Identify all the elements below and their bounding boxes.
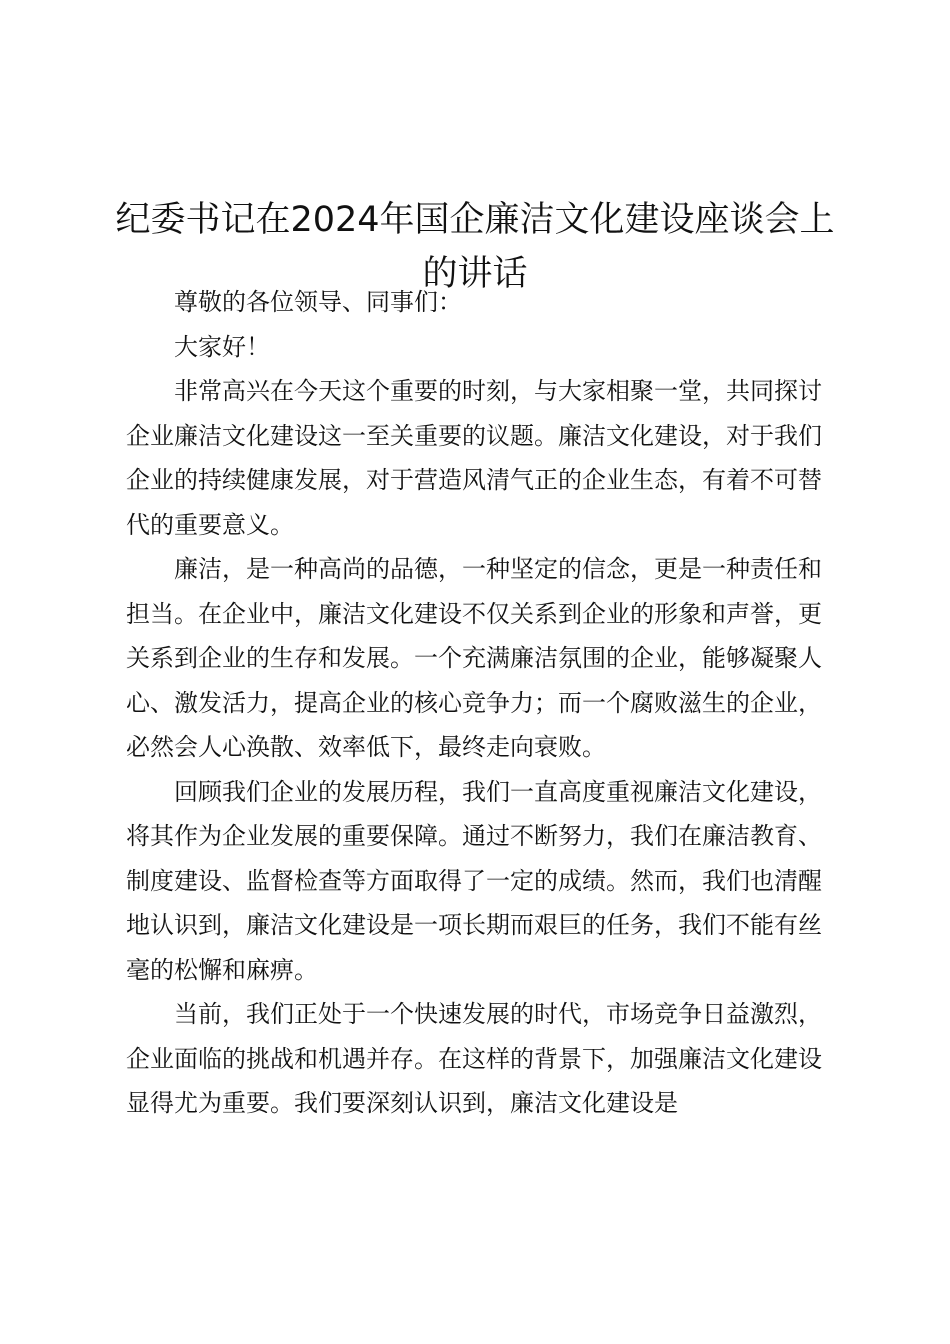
document-title: 纪委书记在2024年国企廉洁文化建设座谈会上的讲话: [115, 200, 835, 295]
paragraph: 廉洁，是一种高尚的品德，一种坚定的信念，更是一种责任和担当。在企业中，廉洁文化建设不仅关系到企业的形象和声誉，更关系到企业的生存和发展。一个充满廉洁氛围的企业，能够凝聚人心、激发活力，提高企业的核心竞争力；而一个腐败滋生的企业，必然会人心涣散、效率低下，最终走向衰败。: [126, 555, 822, 761]
paragraph: 非常高兴在今天这个重要的时刻，与大家相聚一堂，共同探讨企业廉洁文化建设这一至关重要的议题。廉洁文化建设，对于我们企业的持续健康发展，对于营造风清气正的企业生态，有着不可替代的重要意义。: [126, 377, 822, 539]
document-body: [126, 280, 826, 1126]
paragraph-salutation: 尊敬的各位领导、同事们：: [174, 288, 462, 316]
paragraph-greeting: 大家好！: [174, 332, 270, 361]
paragraph: 当前，我们正处于一个快速发展的时代，市场竞争日益激烈，企业面临的挑战和机遇并存。在这样的背景下，加强廉洁文化建设显得尤为重要。我们要深刻认识到，廉洁文化建设是: [126, 1000, 822, 1117]
paragraph: 回顾我们企业的发展历程，我们一直高度重视廉洁文化建设，将其作为企业发展的重要保障。通过不断努力，我们在廉洁教育、制度建设、监督检查等方面取得了一定的成绩。然而，我们也清醒地认识到，廉洁文化建设是一项长期而艰巨的任务，我们不能有丝毫的松懈和麻痹。: [126, 777, 822, 984]
